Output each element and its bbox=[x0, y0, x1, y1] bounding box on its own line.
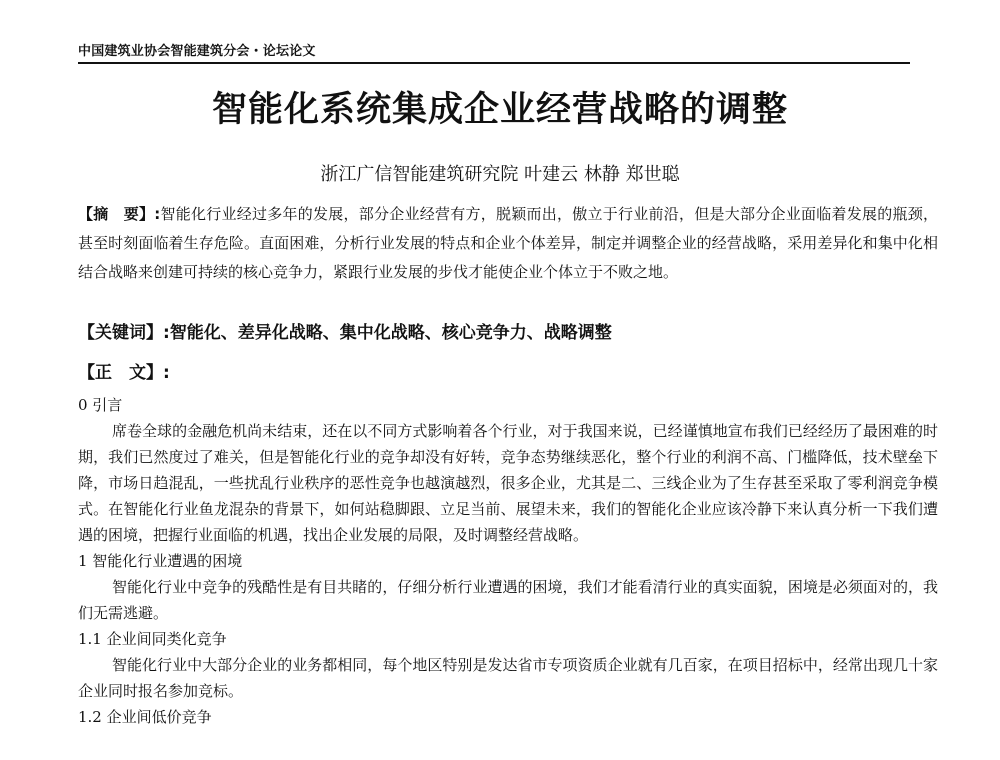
abstract-label: 【摘 要】: bbox=[78, 205, 161, 223]
body-label: 【正 文】: bbox=[78, 363, 170, 383]
paper-title: 智能化系统集成企业经营战略的调整 bbox=[211, 89, 788, 130]
subsection-heading: 1.1 企业间同类化竞争 bbox=[78, 630, 227, 648]
section-heading: 0 引言 bbox=[78, 396, 123, 414]
keywords-text: 智能化、差异化战略、集中化战略、核心竞争力、战略调整 bbox=[169, 323, 612, 343]
keywords bbox=[78, 318, 938, 343]
running-header bbox=[78, 38, 910, 64]
paragraph: 席卷全球的金融危机尚未结束，还在以不同方式影响着各个行业，对于我国来说，已经谨慎地宣布我们已经经历了最困难的时期，我们已然度过了难关，但是智能化行业的竞争却没有好转，竞争态势继续恶化，整个行业的利润不高、门槛降低，技术壁垒下降，市场日趋混乱，一些扰乱行业秩序的恶性竞争也越演越烈，很多企业，尤其是二、三线企业为了生存甚至采取了零利润竞争模式。在智能化行业鱼龙混杂的背景下，如何站稳脚跟、立足当前、展望未来，我们的智能化企业应该冷静下来认真分析一下我们遭遇的困境，把握行业面临的机遇，找出企业发展的局限，及时调整经营战略。 bbox=[78, 422, 938, 544]
body-content bbox=[78, 392, 938, 730]
header-text: 中国建筑业协会智能建筑分会・论坛论文 bbox=[78, 44, 316, 59]
subsection-heading: 1.2 企业间低价竞争 bbox=[78, 708, 212, 726]
keywords-label: 【关键词】: bbox=[78, 323, 170, 343]
author-line: 浙江广信智能建筑研究院 叶建云 林静 郑世聪 bbox=[320, 164, 680, 185]
section-heading: 1 智能化行业遭遇的困境 bbox=[78, 552, 243, 570]
abstract bbox=[78, 200, 938, 287]
paragraph: 智能化行业中竞争的残酷性是有目共睹的，仔细分析行业遭遇的困境，我们才能看清行业的真实面貌，困境是必须面对的，我们无需逃避。 bbox=[78, 578, 938, 622]
abstract-text: 智能化行业经过多年的发展，部分企业经营有方，脱颖而出，傲立于行业前沿，但是大部分企业面临着发展的瓶颈，甚至时刻面临着生存危险。直面困难，分析行业发展的特点和企业个体差异，制定并调整企业的经营战略，采用差异化和集中化相结合战略来创建可持续的核心竞争力，紧跟行业发展的步伐才能使企业个体立于不败之地。 bbox=[78, 205, 938, 281]
paragraph: 智能化行业中大部分企业的业务都相同，每个地区特别是发达省市专项资质企业就有几百家，在项目招标中，经常出现几十家企业同时报名参加竞标。 bbox=[78, 656, 938, 700]
